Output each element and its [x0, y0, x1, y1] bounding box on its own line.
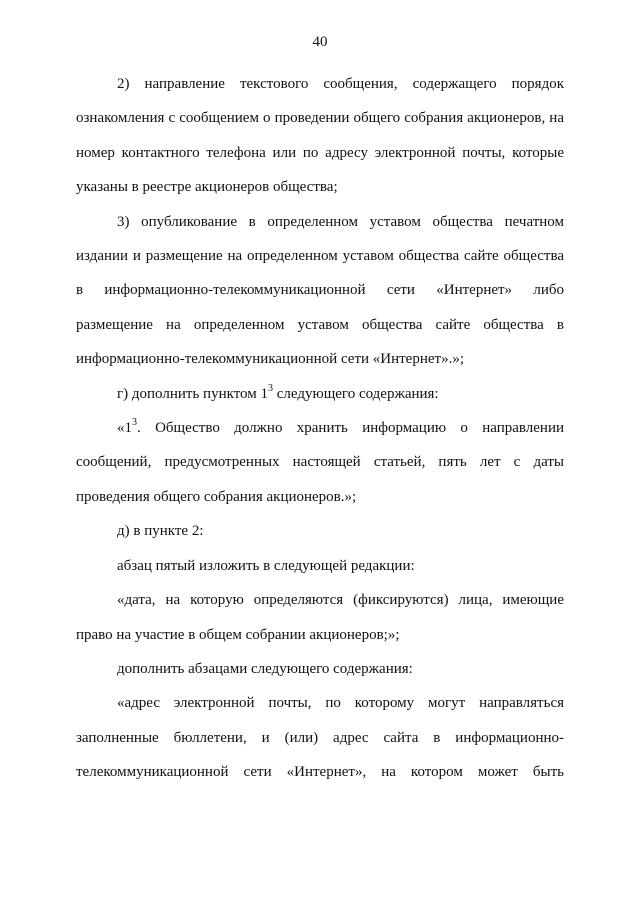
paragraph-abzac-5: абзац пятый изложить в следующей редакции:: [117, 557, 415, 574]
paragraph-amend-d: д) в пункте 2:: [117, 523, 204, 540]
document-body: [76, 67, 564, 790]
paragraph-item-3: 3) опубликование в определенном уставом общества печатном издании и размещение на определенном уставом общества сайте общества в информационно-телекоммуникационной сети «Интернет» либо размещение на определенном уставом общества сайте общества в информационно-телекоммуникационной сети «Интернет».»;: [76, 213, 564, 368]
item-1-3-superscript: 3: [132, 417, 137, 429]
paragraph-add-abzacs: дополнить абзацами следующего содержания:: [117, 660, 413, 677]
paragraph-amend-g: [76, 377, 564, 411]
page-number: 40: [312, 34, 328, 50]
paragraph-item-2: 2) направление текстового сообщения, содержащего порядок ознакомления с сообщением о проведении общего собрания акционеров, на номер контактного телефона или по адресу электронной почты, которые указаны в реестре акционеров общества;: [76, 76, 564, 196]
amend-g-text: г) дополнить пунктом 1: [117, 385, 269, 402]
paragraph-item-1-3: [76, 411, 564, 514]
item-1-3-open: «1: [117, 420, 132, 437]
paragraph-email-address: «адрес электронной почты, по которому могут направляться заполненные бюллетени, и (или) адрес сайта в информационно-телекоммуникационной сети «Интернет», на котором может быть: [76, 695, 564, 781]
amend-g-superscript: 3: [268, 382, 274, 394]
amend-g-text-tail: следующего содержания:: [273, 385, 439, 402]
item-1-3-text: . Общество должно хранить информацию о направлении сообщений, предусмотренных настоящей статьей, пять лет с даты проведения общего собрания акционеров.»;: [76, 420, 564, 505]
paragraph-date-definition: «дата, на которую определяются (фиксируются) лица, имеющие право на участие в общем собрании акционеров;»;: [76, 592, 564, 643]
